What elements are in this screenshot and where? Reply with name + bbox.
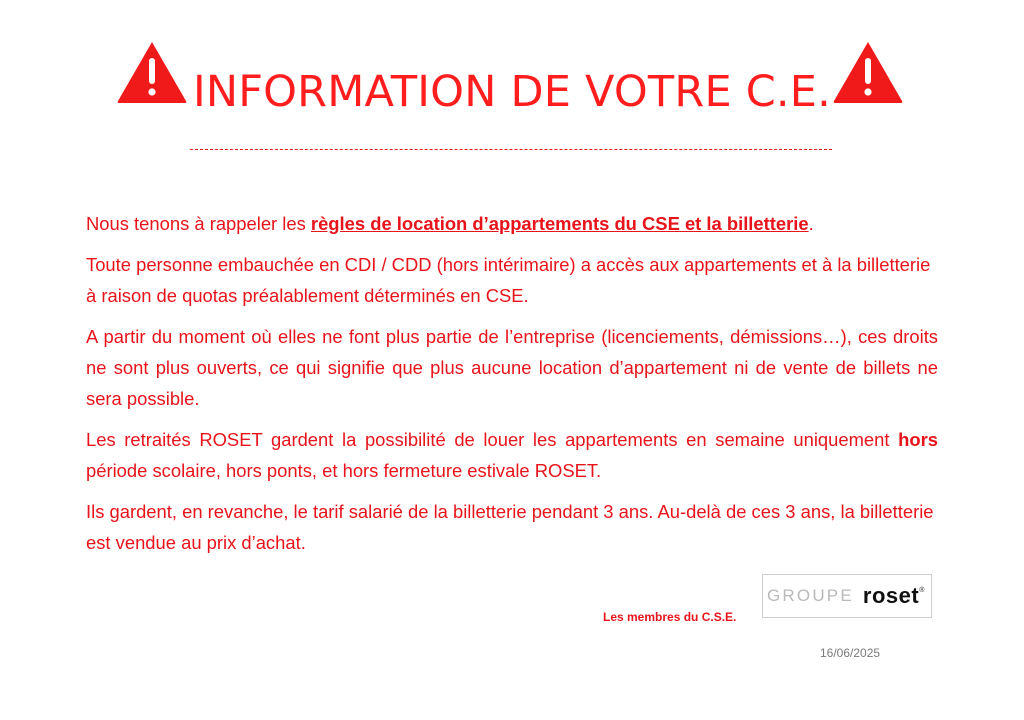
paragraph-departure: A partir du moment où elles ne font plus partie de l’entreprise (licenciements, démissions…), ces droits ne sont plus ouverts, ce qui signifie que plus aucune location d’appartement ni de vente de billets ne sera possible. (86, 326, 938, 409)
paragraph-retirees-text: Les retraités ROSET gardent la possibilité de louer les appartements en semaine uniquement (86, 429, 899, 450)
paragraph-reminder (86, 208, 938, 239)
paragraph-retirees-end: période scolaire, hors ponts, et hors fermeture estivale ROSET. (86, 460, 602, 481)
dashed-divider (190, 149, 832, 150)
message-body (86, 208, 938, 568)
paragraph-ticketing: Ils gardent, en revanche, le tarif salarié de la billetterie pendant 3 ans. Au-delà de ces 3 ans, la billetterie est vendue au prix d’achat. (86, 501, 934, 553)
paragraph-reminder-text: Nous tenons à rappeler les (86, 213, 311, 234)
paragraph-eligibility: Toute personne embauchée en CDI / CDD (hors intérimaire) a accès aux appartements et à la billetterie à raison de quotas préalablement déterminés en CSE. (86, 254, 931, 306)
rules-emphasis: règles de location d’appartements du CSE et la billetterie (310, 213, 809, 234)
logo-roset-text: roset (862, 583, 920, 608)
groupe-roset-logo (762, 574, 932, 618)
warning-icon (832, 40, 904, 104)
document-date: 16/06/2025 (820, 646, 881, 660)
page-title: INFORMATION DE VOTRE C.E. (192, 67, 832, 117)
signature: Les membres du C.S.E. (603, 610, 737, 624)
paragraph-reminder-end: . (808, 213, 814, 234)
hors-emphasis: hors (898, 429, 938, 450)
logo-registered-mark: ® (919, 587, 925, 594)
header (0, 38, 1024, 118)
logo-groupe-text: GROUPE (767, 586, 854, 605)
paragraph-retirees (86, 424, 938, 486)
